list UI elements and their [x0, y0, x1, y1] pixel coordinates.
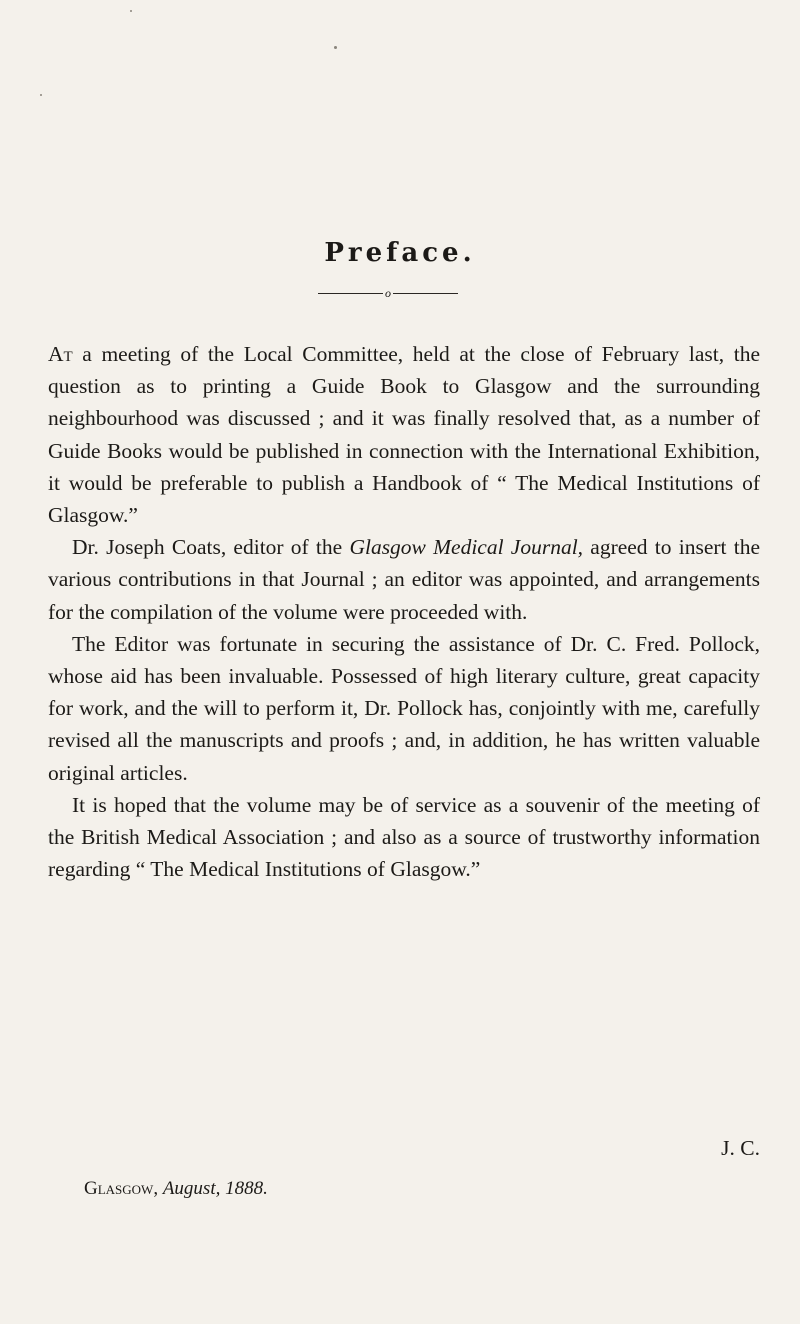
- divider-line-right: [393, 293, 458, 294]
- signature: J. C.: [721, 1136, 760, 1160]
- ink-speck: [40, 94, 42, 96]
- preface-body: [48, 338, 760, 885]
- paragraph-1: [48, 338, 760, 531]
- paragraph-2-text-before: Dr. Joseph Coats, editor of the: [72, 535, 350, 560]
- divider-ornament: o: [385, 286, 391, 300]
- ink-speck: [334, 46, 337, 49]
- paragraph-4: It is hoped that the volume may be of service as a souvenir of the meeting of the British Medical Association ; and also as a source of trustworthy information regarding “ The Medical Institutions of Glasgow.”: [48, 792, 760, 882]
- title-divider: [318, 286, 458, 300]
- paragraph-1-lead-word: At: [48, 342, 73, 366]
- dateline-place: Glasgow,: [84, 1178, 159, 1199]
- paragraph-1-text: a meeting of the Local Committee, held at the close of February last, the question as to printing a Guide Book to Glasgow and the surrounding neighbourhood was discussed ; and it was finally resolved that, as a number of Guide Books would be published in connection with the International Exhibition, it would be preferable to publish a Handbook of “ The Medical Institutions of Glasgow.”: [48, 342, 760, 528]
- journal-title: Glasgow Medical Journal,: [349, 535, 584, 560]
- ink-speck: [130, 10, 132, 12]
- divider-line-left: [318, 293, 383, 294]
- paragraph-2-text-after: agreed to insert the various contributions in that Journal ; an editor was appointed, and arrangements for the compilation of the volume were proceeded with.: [48, 535, 760, 624]
- paragraph-2: [48, 531, 760, 628]
- page-title: Preface.: [324, 238, 476, 268]
- dateline-date: August, 1888.: [162, 1178, 268, 1199]
- dateline: [84, 1178, 268, 1200]
- paragraph-3: The Editor was fortunate in securing the assistance of Dr. C. Fred. Pollock, whose aid has been invaluable. Possessed of high literary culture, great capacity for work, and the will to perform it, Dr. Pollock has, conjointly with me, carefully revised all the manuscripts and proofs ; and, in addition, he has written valuable original articles.: [48, 631, 760, 785]
